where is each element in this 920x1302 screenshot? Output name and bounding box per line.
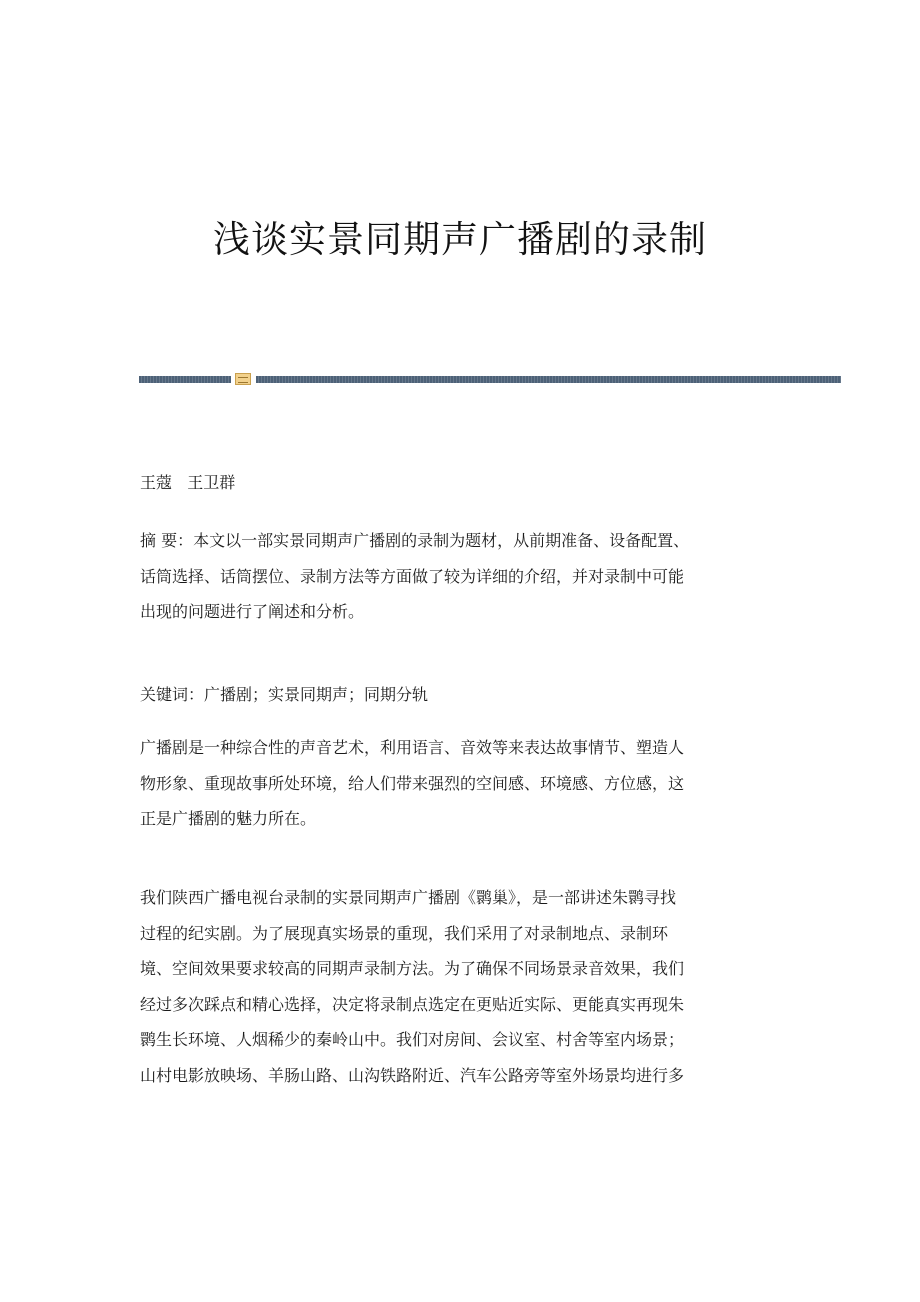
body-line: 山村电影放映场、羊肠山路、山沟铁路附近、汽车公路旁等室外场景均进行多 (140, 1065, 685, 1085)
body-line: 物形象、重现故事所处环境，给人们带来强烈的空间感、环境感、方位感，这 (140, 773, 685, 793)
body-line: 过程的纪实剧。为了展现真实场景的重现，我们采用了对录制地点、录制环 (140, 923, 669, 943)
divider-bar-right (256, 376, 841, 383)
authors: 王蔻 王卫群 (140, 473, 236, 492)
body-line: 经过多次踩点和精心选择，决定将录制点选定在更贴近实际、更能真实再现朱 (140, 994, 685, 1014)
title-divider (139, 373, 841, 385)
abstract-line: 话筒选择、话筒摆位、录制方法等方面做了较为详细的介绍，并对录制中可能 (140, 566, 685, 586)
abstract-line: 摘 要：本文以一部实景同期声广播剧的录制为题材，从前期准备、设备配置、 (140, 531, 690, 550)
body-line: 境、空间效果要求较高的同期声录制方法。为了确保不同场景录音效果，我们 (140, 959, 685, 978)
body-line: 广播剧是一种综合性的声音艺术，利用语言、音效等来表达故事情节、塑造人 (140, 738, 685, 757)
envelope-icon (235, 373, 251, 385)
divider-bar-left (139, 376, 231, 383)
body-paragraph-1 (140, 730, 775, 837)
keywords (140, 677, 775, 713)
abstract-line: 出现的问题进行了阐述和分析。 (140, 602, 365, 621)
body-line: 正是广播剧的魅力所在。 (140, 809, 317, 828)
page-title: 浅谈实景同期声广播剧的录制 (213, 218, 707, 261)
body-line: 我们陕西广播电视台录制的实景同期声广播剧《鹮巢》，是一部讲述朱鹮寻找 (140, 888, 677, 907)
body-line: 鹮生长环境、人烟稀少的秦岭山中。我们对房间、会议室、村舍等室内场景； (140, 1030, 685, 1049)
body-paragraph-2 (140, 880, 775, 1093)
abstract (140, 523, 775, 630)
keywords-line: 关键词：广播剧；实景同期声；同期分轨 (140, 685, 429, 704)
